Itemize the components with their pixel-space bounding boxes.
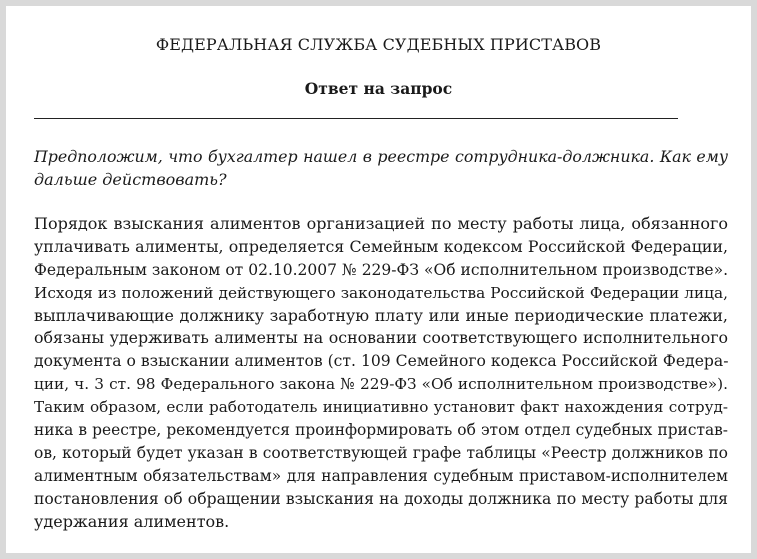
answer-line: ов, который будет указан в соответствующей графе таблицы «Реестр должников по [34, 443, 728, 462]
answer-line: алиментным обязательствам» для направления судебным приставом-исполнителем [34, 466, 728, 485]
organization-name: ФЕДЕРАЛЬНАЯ СЛУЖБА СУДЕБНЫХ ПРИСТАВОВ [155, 35, 602, 54]
header-divider [34, 118, 678, 119]
answer-paragraph [34, 213, 728, 533]
answer-line: обязаны удерживать алименты на основании соответствующего исполнительного [34, 328, 728, 348]
answer-line: Таким образом, если работодатель инициативно установит факт нахождения сотруд- [34, 398, 728, 417]
answer-line: Порядок взыскания алиментов организацией по месту работы лица, обязанного [34, 214, 728, 233]
question-paragraph [34, 145, 728, 191]
answer-line: Исходя из положений действующего законодательства Российской Федерации лица, [34, 283, 728, 302]
answer-line: уплачивать алименты, определяется Семейным кодексом Российской Федерации, [34, 236, 728, 256]
question-line: Предположим, что бухгалтер нашел в реестре сотрудника-должника. Как ему [34, 147, 728, 166]
answer-line: ника в реестре, рекомендуется проинформировать об этом отдел судебных пристав- [34, 421, 728, 440]
answer-line: выплачивающие должнику заработную плату или иные периодические платежи, [34, 305, 728, 325]
answer-line: Федеральным законом от 02.10.2007 № 229-ФЗ «Об исполнительном производстве». [34, 260, 728, 279]
document-title: Ответ на запрос [304, 79, 453, 98]
answer-line: ции, ч. 3 ст. 98 Федерального закона № 229-ФЗ «Об исполнительном производстве»). [34, 375, 728, 394]
document-page [6, 6, 751, 553]
answer-line: документа о взыскании алиментов (ст. 109 Семейного кодекса Российской Федера- [34, 352, 728, 371]
answer-line: постановления об обращении взыскания на доходы должника по месту работы для [34, 489, 728, 508]
answer-line: удержания алиментов. [34, 511, 230, 531]
question-line: дальше действовать? [34, 170, 227, 189]
